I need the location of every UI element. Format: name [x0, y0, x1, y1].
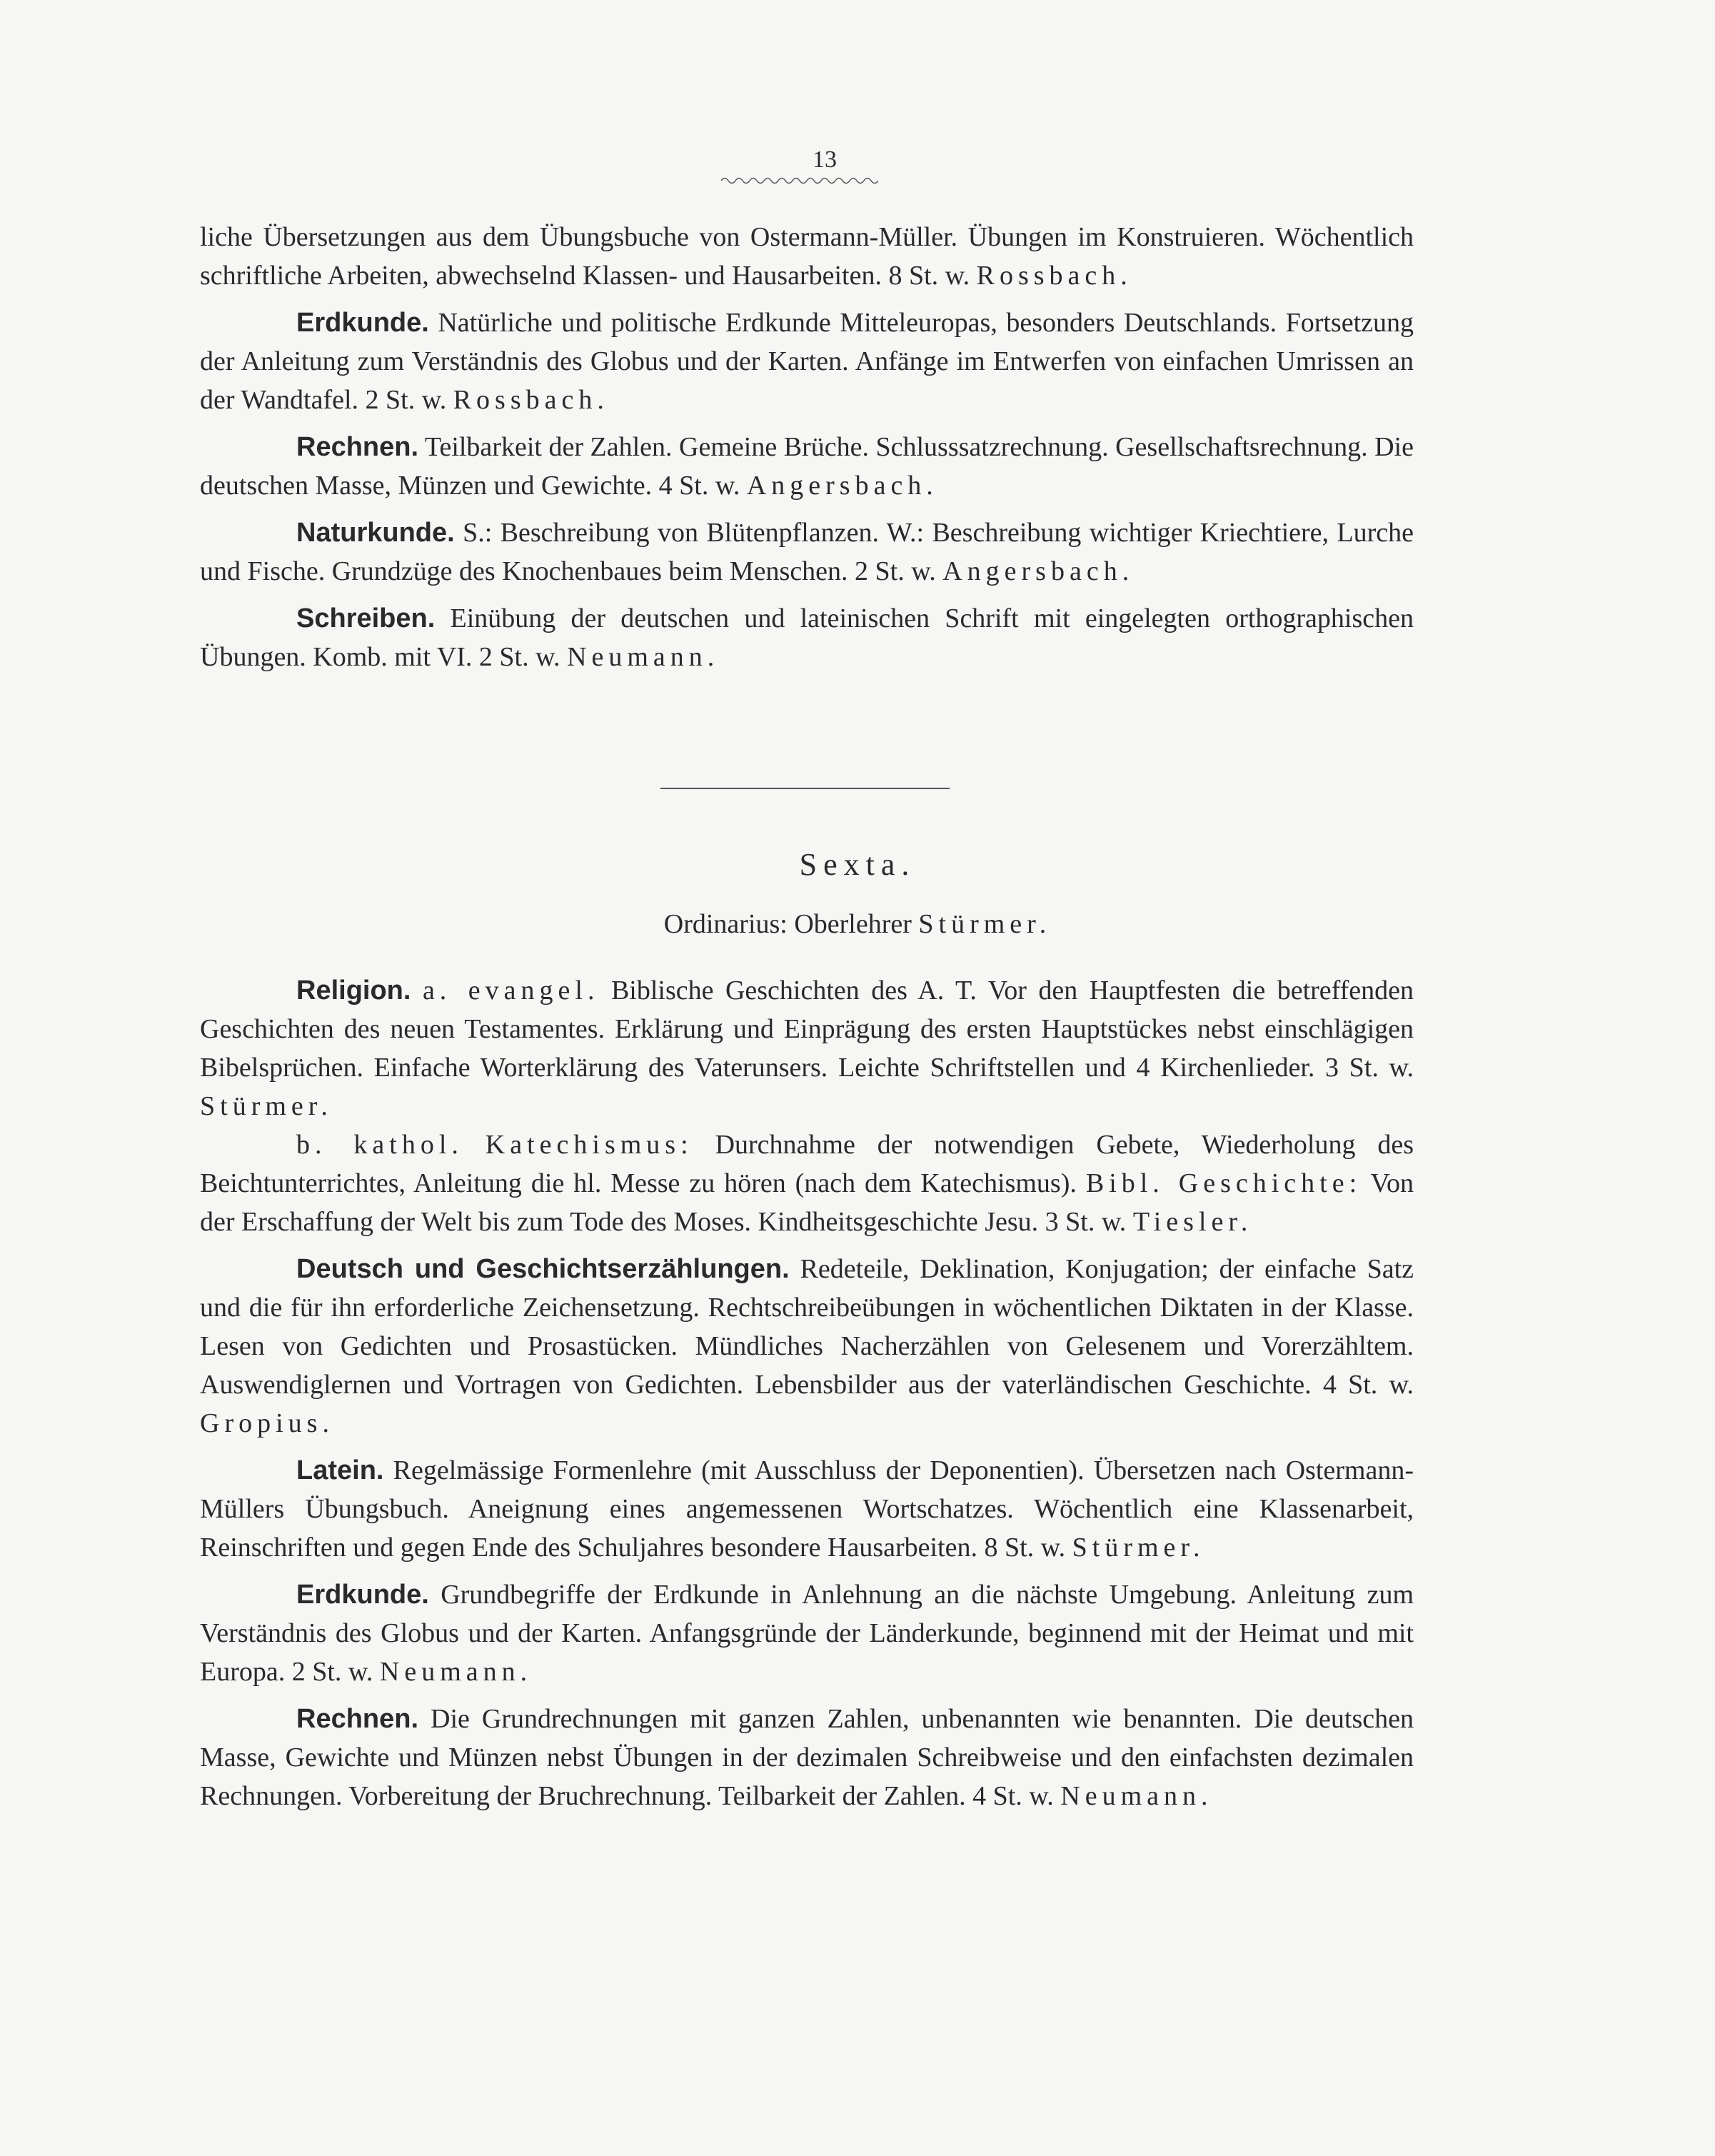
page-number: 13: [813, 146, 837, 173]
teacher-name: Rossbach.: [976, 261, 1132, 291]
rechnen-paragraph: Rechnen. Teilbarkeit der Zahlen. Gemeine Brüche. Schlusssatzrechnung. Gesellschaftsrechnung. Die deutschen Masse, Münzen und Gewichte. 4 St. w. Angersbach.: [200, 432, 1414, 501]
subject-heading: Naturkunde.: [296, 518, 455, 548]
page-number-ornament: [721, 175, 878, 186]
section-divider: [660, 788, 950, 789]
sub-label: b. kathol.: [296, 1130, 463, 1160]
subject-heading: Latein.: [296, 1455, 384, 1485]
subject-heading: Religion.: [296, 976, 411, 1006]
subject-heading: Erdkunde.: [296, 308, 429, 338]
teacher-name: Angersbach.: [942, 556, 1135, 586]
teacher-name: Neumann.: [567, 642, 720, 672]
teacher-name: Neumann.: [379, 1657, 533, 1687]
teacher-name: Rossbach.: [453, 385, 609, 415]
section-title: Sexta.: [799, 847, 916, 882]
subject-heading: Schreiben.: [296, 603, 436, 633]
erdkunde-sexta-paragraph: Erdkunde. Grundbegriffe der Erdkunde in Anlehnung an die nächste Umgebung. Anleitung zum Verständnis des Globus und der Karten. Anfangsgründe der Länderkunde, beginnend mit der Heimat und mit Europa. 2 St. w. Neumann.: [200, 1580, 1414, 1687]
subject-heading: Deutsch und Geschichtserzählungen.: [296, 1254, 790, 1284]
subject-heading: Rechnen.: [296, 432, 419, 462]
teacher-name: Neumann.: [1060, 1781, 1213, 1811]
schreiben-paragraph: Schreiben. Einübung der deutschen und lateinischen Schrift mit eingelegten orthographischen Übungen. Komb. mit VI. 2 St. w. Neumann.: [200, 603, 1414, 672]
ordinarius-line: Ordinarius: Oberlehrer Stürmer.: [663, 909, 1052, 939]
teacher-name: Gropius.: [200, 1408, 334, 1438]
subject-heading: Erdkunde.: [296, 1580, 429, 1610]
top-section: [200, 218, 1414, 676]
religion-a-paragraph: Religion. a. evangel. Biblische Geschichten des A. T. Vor den Hauptfesten die betreffenden Geschichten des neuen Testamentes. Erklärung und Einprägung des ersten Hauptstückes nebst einschlägigen Bibelsprüchen. Einfache Worterklärung des Vaterunsers. Leichte Schriftstellen und 4 Kirchenlieder. 3 St. w. Stürmer.: [200, 976, 1414, 1121]
rechnen-sexta-paragraph: Rechnen. Die Grundrechnungen mit ganzen Zahlen, unbenannten wie benannten. Die deutschen Masse, Gewichte und Münzen nebst Übungen in der dezimalen Schreibweise und den einfachsten dezimalen Rechnungen. Vorbereitung der Bruchrechnung. Teilbarkeit der Zahlen. 4 St. w. Neumann.: [200, 1704, 1414, 1811]
latein-paragraph: Latein. Regelmässige Formenlehre (mit Ausschluss der Deponentien). Übersetzen nach Ostermann-Müllers Übungsbuch. Aneignung eines angemessenen Wortschatzes. Wöchentlich eine Klassenarbeit, Reinschriften und gegen Ende des Schuljahres besondere Hausarbeiten. 8 St. w. Stürmer.: [200, 1455, 1414, 1563]
teacher-name: Stürmer.: [918, 909, 1052, 939]
teacher-name: Stürmer.: [200, 1091, 333, 1121]
naturkunde-paragraph: Naturkunde. S.: Beschreibung von Blütenpflanzen. W.: Beschreibung wichtiger Kriechtiere, Lurche und Fische. Grundzüge des Knochenbaues beim Menschen. 2 St. w. Angersbach.: [200, 518, 1414, 586]
religion-b-paragraph: b. kathol. Katechismus: Durchnahme der notwendigen Gebete, Wiederholung des Beichtunterrichtes, Anleitung die hl. Messe zu hören (nach dem Katechismus). Bibl. Geschichte: Von der Erschaffung der Welt bis zum Tode des Moses. Kindheitsgeschichte Jesu. 3 St. w. Tiesler.: [200, 1130, 1414, 1237]
erdkunde-paragraph: Erdkunde. Natürliche und politische Erdkunde Mitteleuropas, besonders Deutschlands. Fortsetzung der Anleitung zum Verständnis des Globus und der Karten. Anfänge im Entwerfen von einfachen Umrissen an der Wandtafel. 2 St. w. Rossbach.: [200, 308, 1414, 415]
sub-label: Bibl. Geschichte:: [1085, 1168, 1362, 1198]
deutsch-paragraph: Deutsch und Geschichtserzählungen. Redeteile, Deklination, Konjugation; der einfache Satz und die für ihn erforderliche Zeichensetzung. Rechtschreibeübungen in wöchentlichen Diktaten in der Klasse. Lesen von Gedichten und Prosastücken. Mündliches Nacherzählen von Gelesenem und Vorerzähltem. Auswendiglernen und Vortragen von Gedichten. Lebensbilder aus der vaterländischen Geschichte. 4 St. w. Gropius.: [200, 1254, 1414, 1438]
teacher-name: Angersbach.: [746, 471, 938, 501]
subject-heading: Rechnen.: [296, 1704, 419, 1734]
sub-label: Katechismus:: [485, 1130, 693, 1160]
sexta-section: [200, 971, 1414, 1815]
sub-label: a. evangel.: [422, 976, 600, 1006]
teacher-name: Stürmer.: [1072, 1533, 1205, 1563]
intro-paragraph: liche Übersetzungen aus dem Übungsbuche von Ostermann-Müller. Übungen im Konstruieren. Wöchentlich schriftliche Arbeiten, abwechselnd Klassen- und Hausarbeiten. 8 St. w. Rossbach.: [200, 222, 1414, 291]
teacher-name: Tiesler.: [1132, 1207, 1253, 1237]
